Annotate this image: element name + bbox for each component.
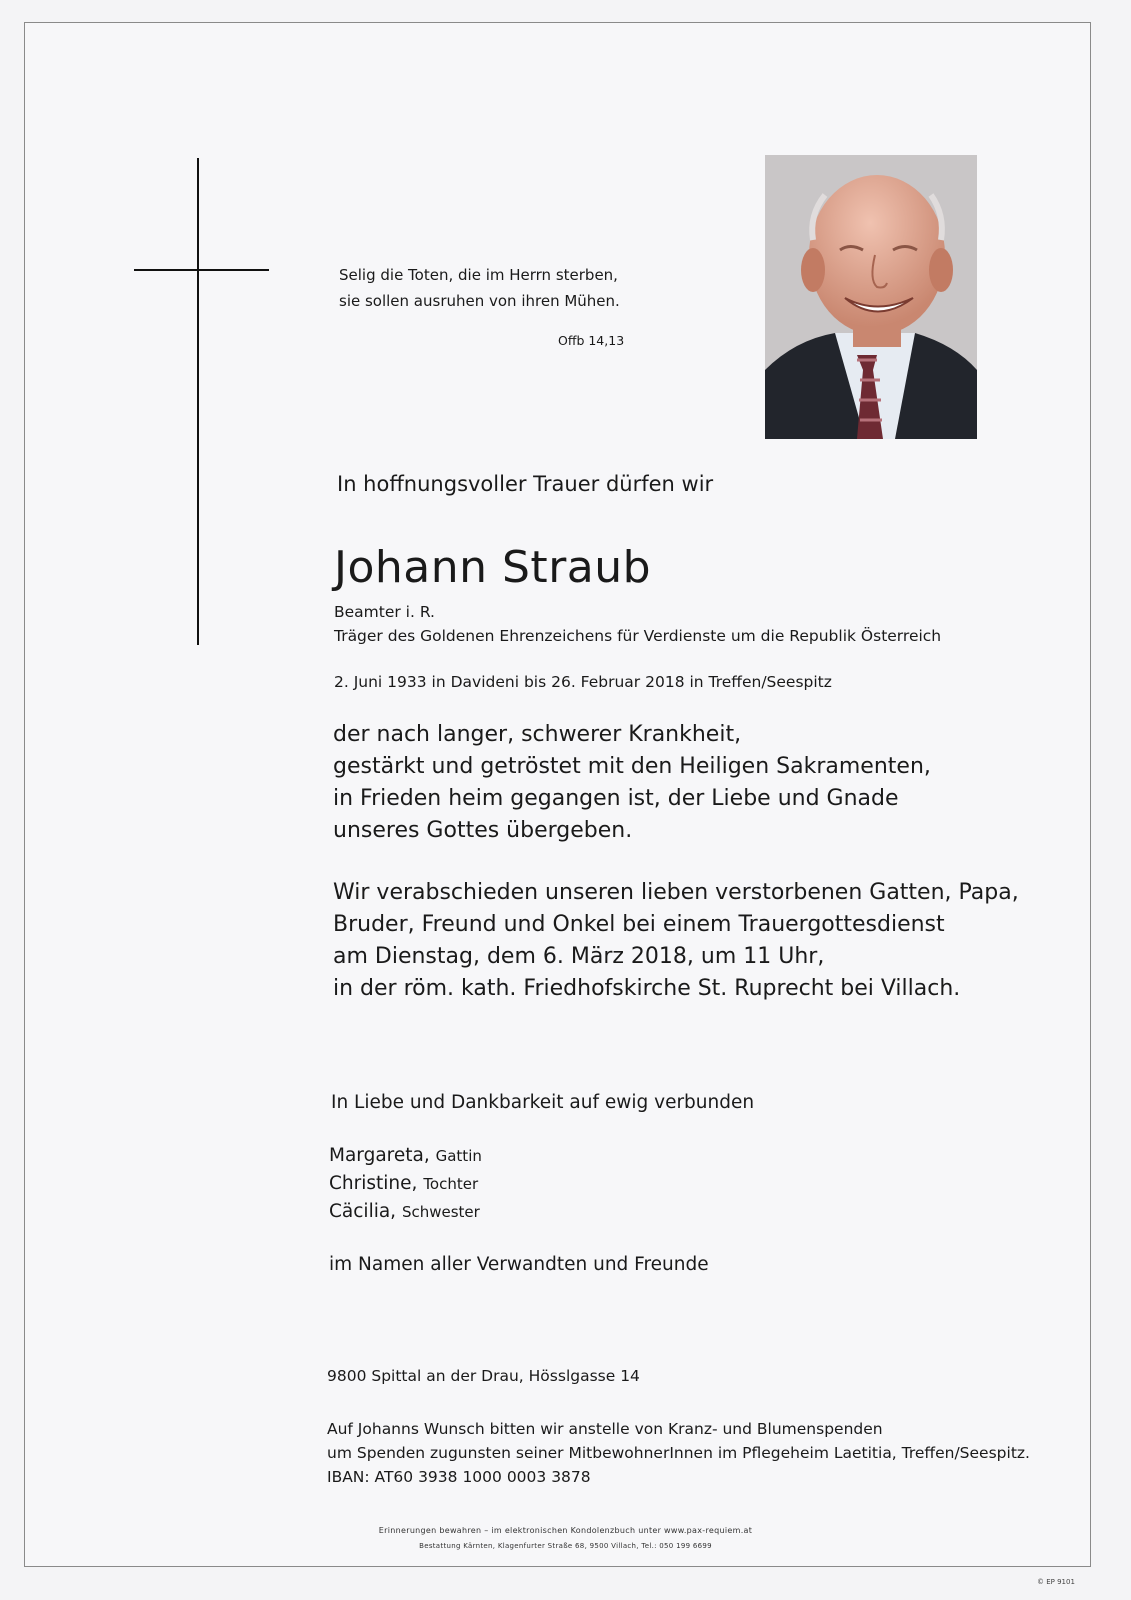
paragraph-line: unseres Gottes übergeben.: [333, 818, 633, 843]
donation-line: um Spenden zugunsten seiner MitbewohnerInnen im Pflegeheim Laetitia, Treffen/Seespitz.: [327, 1444, 1030, 1462]
family-member-role: Schwester: [401, 1203, 480, 1221]
family-member: [329, 1170, 482, 1198]
family-member-role: Tochter: [423, 1175, 479, 1193]
paragraph-line: gestärkt und getröstet mit den Heiligen Sakramenten,: [333, 754, 931, 779]
quote-line: sie sollen ausruhen von ihren Mühen.: [339, 292, 620, 310]
quote-reference: Offb 14,13: [558, 333, 625, 348]
family-member: [329, 1142, 482, 1170]
paragraph-line: am Dienstag, dem 6. März 2018, um 11 Uhr,: [333, 944, 825, 969]
passing-paragraph: [333, 719, 931, 847]
cross-icon: [197, 158, 199, 645]
donation-request: [327, 1417, 1030, 1489]
paragraph-line: in der röm. kath. Friedhofskirche St. Ruprecht bei Villach.: [333, 976, 961, 1001]
paragraph-line: der nach langer, schwerer Krankheit,: [333, 722, 742, 747]
family-member-name: Margareta,: [329, 1145, 430, 1166]
service-paragraph: [333, 877, 1019, 1005]
cross-icon-bar: [134, 269, 269, 271]
family-member: [329, 1198, 482, 1226]
footer-condolence-book: Erinnerungen bewahren – im elektronischen Kondolenzbuch unter www.pax-requiem.at: [378, 1526, 753, 1535]
print-code: © EP 9101: [1037, 1578, 1075, 1586]
on-behalf-line: im Namen aller Verwandten und Freunde: [329, 1254, 709, 1275]
deceased-honor: Träger des Goldenen Ehrenzeichens für Verdienste um die Republik Österreich: [334, 627, 942, 645]
mourners-heading: In Liebe und Dankbarkeit auf ewig verbunden: [331, 1092, 755, 1113]
announcement-intro: In hoffnungsvoller Trauer dürfen wir: [337, 472, 714, 496]
life-dates: 2. Juni 1933 in Davideni bis 26. Februar 2018 in Treffen/Seespitz: [334, 673, 832, 691]
paragraph-line: Bruder, Freund und Onkel bei einem Trauergottesdienst: [333, 912, 945, 937]
footer-funeral-home: Bestattung Kärnten, Klagenfurter Straße 68, 9500 Villach, Tel.: 050 199 6699: [419, 1542, 712, 1550]
deceased-title: Beamter i. R.: [334, 603, 435, 621]
family-address: 9800 Spittal an der Drau, Hösslgasse 14: [327, 1367, 640, 1385]
family-member-role: Gattin: [435, 1147, 482, 1165]
donation-line: Auf Johanns Wunsch bitten wir anstelle von Kranz- und Blumenspenden: [327, 1420, 883, 1438]
quote-line: Selig die Toten, die im Herrn sterben,: [339, 266, 618, 284]
deceased-name: Johann Straub: [334, 542, 652, 593]
family-member-name: Christine,: [329, 1173, 418, 1194]
paragraph-line: in Frieden heim gegangen ist, der Liebe und Gnade: [333, 786, 899, 811]
portrait-image: [765, 155, 977, 439]
bible-quote: [339, 262, 620, 314]
paragraph-line: Wir verabschieden unseren lieben verstorbenen Gatten, Papa,: [333, 880, 1019, 905]
iban-line: IBAN: AT60 3938 1000 0003 3878: [327, 1468, 591, 1486]
portrait-photo: [765, 155, 977, 439]
family-member-name: Cäcilia,: [329, 1201, 397, 1222]
family-list: [329, 1142, 482, 1226]
